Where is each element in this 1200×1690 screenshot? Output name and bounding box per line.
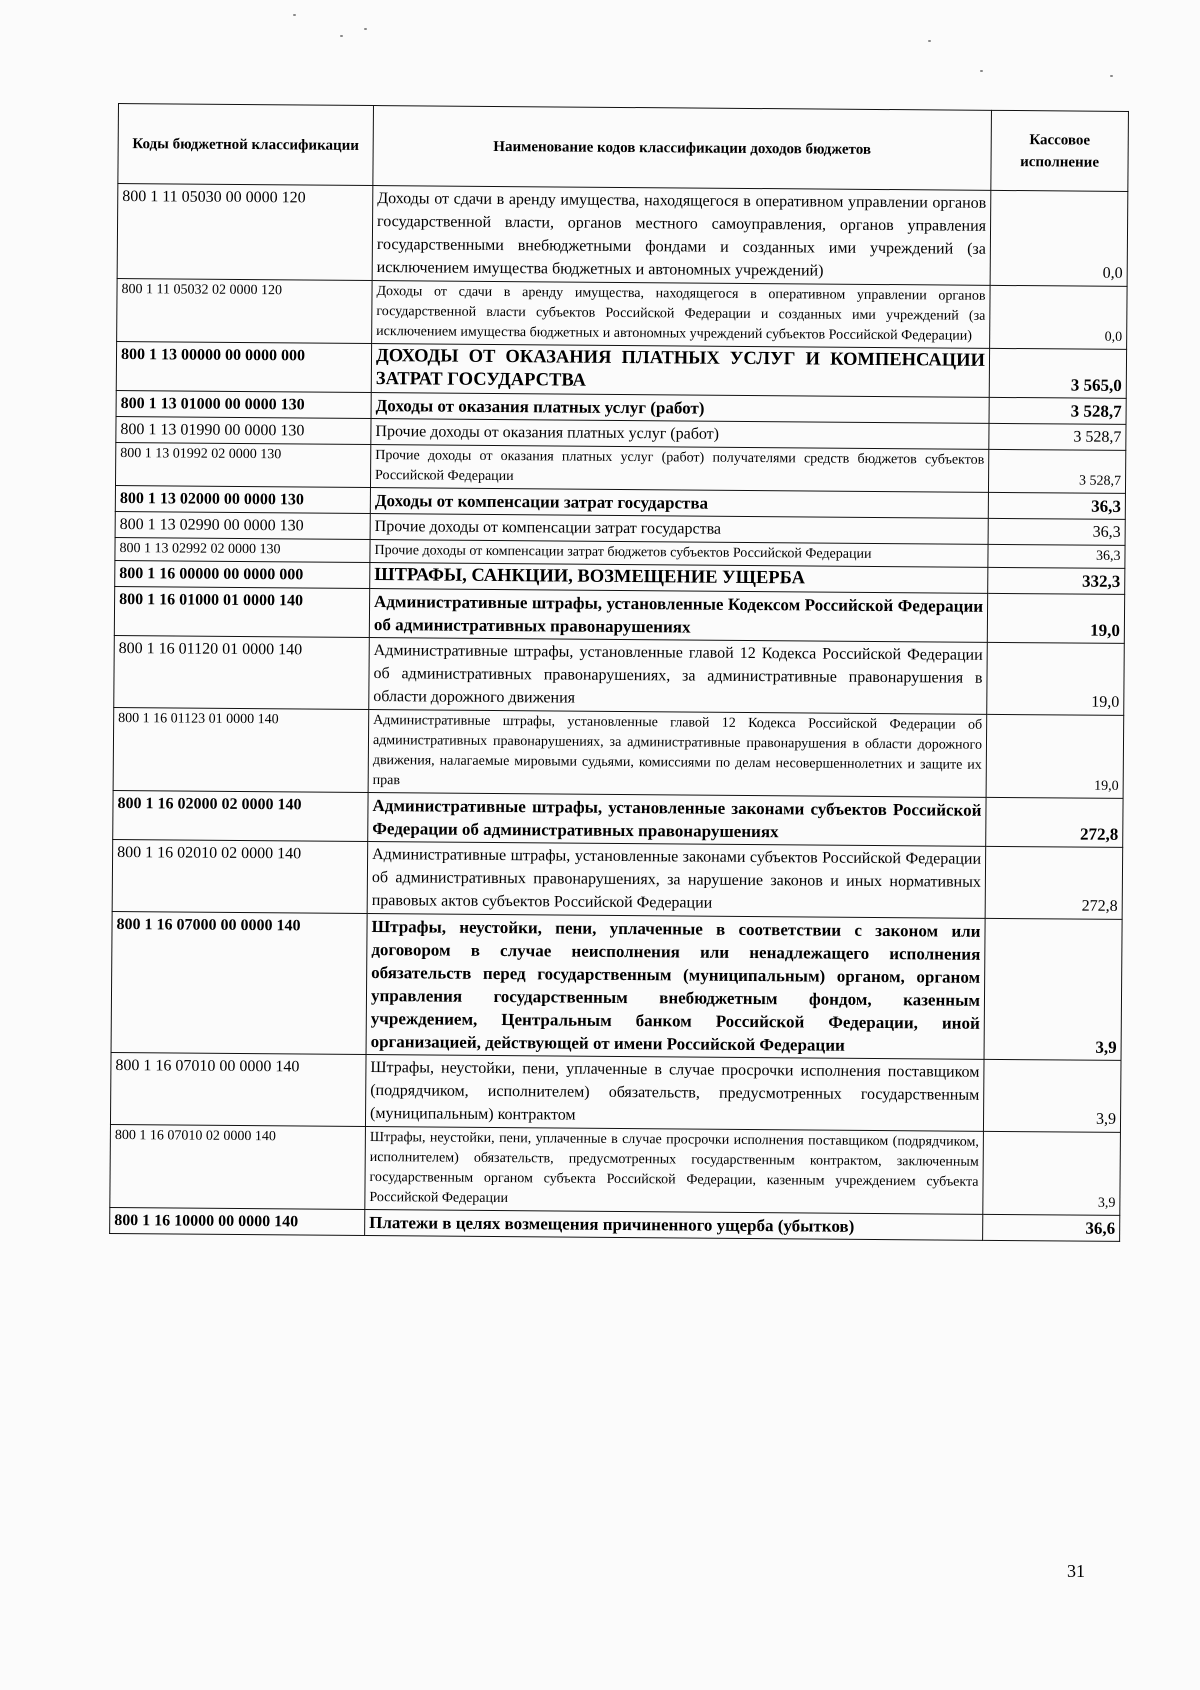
row-code: 800 1 16 01123 01 0000 140 — [113, 707, 369, 792]
table-row — [113, 707, 1124, 798]
row-value: 36,3 — [988, 492, 1125, 519]
row-code: 800 1 16 07010 02 0000 140 — [110, 1124, 366, 1209]
row-code: 800 1 13 02000 00 0000 130 — [115, 485, 370, 513]
table-row — [111, 911, 1122, 1060]
row-name: ДОХОДЫ ОТ ОКАЗАНИЯ ПЛАТНЫХ УСЛУГ И КОМПЕНСАЦИИ ЗАТРАТ ГОСУДАРСТВА — [371, 343, 989, 397]
header-codes: Коды бюджетной классификации — [118, 104, 374, 186]
row-name: ШТРАФЫ, САНКЦИИ, ВОЗМЕЩЕНИЕ УЩЕРБА — [370, 562, 988, 593]
row-value: 19,0 — [987, 593, 1124, 643]
row-value: 36,3 — [988, 544, 1125, 568]
scan-speck — [928, 40, 931, 42]
row-value: 19,0 — [987, 642, 1125, 715]
row-name: Административные штрафы, установленные главой 12 Кодекса Российской Федерации об административных правонарушениях, за административные правонарушения в области дорожного движения, налагаемые мировыми судьями, комиссиями по делам несовершеннолетних и защите их прав — [368, 709, 987, 797]
table-row — [117, 184, 1128, 287]
row-name: Доходы от сдачи в аренду имущества, находящегося в оперативном управлении органов государственной власти, органов местного самоуправления, органов управления государственными внебюджетными фондами и созданных ими учреждений (за исключением имущества бюджетных и автономных учреждений) — [372, 186, 991, 286]
table-row — [112, 839, 1123, 919]
row-name: Доходы от компенсации затрат государства — [370, 487, 988, 518]
row-name: Административные штрафы, установленные главой 12 Кодекса Российской Федерации об административных правонарушениях, за административные правонарушения в области дорожного движения — [369, 637, 988, 714]
scan-speck — [1110, 75, 1113, 77]
table-header-row — [118, 104, 1129, 192]
header-amount: Кассовое исполнение — [991, 110, 1129, 191]
row-name: Доходы от сдачи в аренду имущества, находящегося в оперативном управлении органов государственной власти субъектов Российской Федерации и созданных ими учреждений (за исключением имущества бюджетных и автономных учреждений субъектов Российской Федерации) — [372, 281, 990, 349]
row-code: 800 1 16 01000 01 0000 140 — [114, 586, 369, 637]
row-name: Прочие доходы от оказания платных услуг (работ) — [371, 418, 989, 449]
table-row — [117, 278, 1127, 349]
page-number: 31 — [1067, 1561, 1085, 1581]
table-row — [116, 341, 1126, 398]
scan-speck — [340, 35, 343, 37]
row-code: 800 1 16 02010 02 0000 140 — [112, 839, 368, 913]
scan-speck — [364, 28, 367, 30]
row-name: Платежи в целях возмещения причиненного ущерба (убытков) — [365, 1209, 983, 1240]
row-value: 0,0 — [990, 285, 1127, 349]
row-value: 3,9 — [984, 918, 1122, 1060]
row-name: Штрафы, неустойки, пени, уплаченные в случае просрочки исполнения поставщиком (подрядчиком, исполнителем) обязательств, предусмотренных государственным (муниципальным) контрактом — [365, 1054, 984, 1131]
row-name: Доходы от оказания платных услуг (работ) — [371, 392, 989, 423]
row-name: Штрафы, неустойки, пени, уплаченные в случае просрочки исполнения поставщиком (подрядчиком, исполнителем) обязательств, предусмотренных государственным контрактом, заключенным государственным органом субъекта Российской Федерации, казенным учреждением субъекта Российской Федерации — [365, 1126, 984, 1214]
row-code: 800 1 13 01000 00 0000 130 — [116, 390, 371, 418]
row-name: Административные штрафы, установленные Кодексом Российской Федерации об административных правонарушениях — [369, 588, 987, 642]
row-code: 800 1 16 10000 00 0000 140 — [110, 1207, 365, 1235]
row-code: 800 1 13 01990 00 0000 130 — [116, 416, 371, 444]
row-value: 3 528,7 — [988, 449, 1125, 493]
row-code: 800 1 13 02990 00 0000 130 — [115, 511, 370, 539]
table-row — [110, 1052, 1121, 1132]
row-name: Прочие доходы от компенсации затрат государства — [370, 513, 988, 544]
row-value: 3,9 — [983, 1059, 1121, 1132]
row-code: 800 1 13 00000 00 0000 000 — [116, 341, 371, 392]
row-code: 800 1 16 07010 00 0000 140 — [110, 1052, 366, 1126]
row-code: 800 1 16 01120 01 0000 140 — [114, 635, 370, 709]
row-code: 800 1 13 02992 02 0000 130 — [115, 537, 370, 562]
row-name: Административные штрафы, установленные законами субъектов Российской Федерации об административных правонарушениях, за нарушение законов и иных нормативных правовых актов субъектов Российской Федерации — [367, 841, 986, 918]
row-name: Прочие доходы от оказания платных услуг (работ) получателями средств бюджетов субъектов Российской Федерации — [370, 444, 988, 492]
row-code: 800 1 13 01992 02 0000 130 — [115, 442, 370, 487]
header-name: Наименование кодов классификации доходов бюджетов — [373, 106, 992, 191]
table-row — [113, 790, 1123, 847]
row-value: 0,0 — [990, 190, 1128, 286]
row-code: 800 1 16 00000 00 0000 000 — [115, 560, 370, 588]
row-name: Прочие доходы от компенсации затрат бюджетов субъектов Российской Федерации — [370, 539, 988, 567]
row-value: 3 528,7 — [989, 397, 1126, 424]
row-value: 36,6 — [983, 1214, 1120, 1241]
row-value: 272,8 — [985, 846, 1123, 919]
scan-speck — [980, 70, 983, 72]
row-code: 800 1 11 05030 00 0000 120 — [117, 184, 373, 281]
row-code: 800 1 11 05032 02 0000 120 — [117, 278, 372, 343]
scan-speck — [293, 14, 296, 16]
row-code: 800 1 16 02000 02 0000 140 — [113, 790, 368, 841]
table-row — [114, 635, 1125, 715]
budget-classification-table — [109, 103, 1129, 1242]
row-value: 3 565,0 — [989, 348, 1126, 398]
row-value: 3 528,7 — [989, 423, 1126, 450]
row-value: 272,8 — [986, 797, 1123, 847]
table-row — [110, 1124, 1121, 1215]
row-value: 36,3 — [988, 518, 1125, 545]
table-body — [110, 184, 1128, 1242]
row-value: 3,9 — [983, 1131, 1121, 1215]
row-name: Административные штрафы, установленные законами субъектов Российской Федерации об административных правонарушениях — [368, 792, 986, 846]
row-code: 800 1 16 07000 00 0000 140 — [111, 911, 367, 1054]
row-value: 19,0 — [986, 714, 1124, 798]
row-value: 332,3 — [988, 567, 1125, 594]
row-name: Штрафы, неустойки, пени, уплаченные в соответствии с законом или договором в случае неисполнения или ненадлежащего исполнения обязательств перед государственным (муниципальным) органом, органом управления государственным внебюджетным фондом, казенным учреждением, Центральным банком Российской Федерации, иной организацией, действующей от имени Российской Федерации — [366, 913, 985, 1059]
table-row — [114, 586, 1124, 643]
